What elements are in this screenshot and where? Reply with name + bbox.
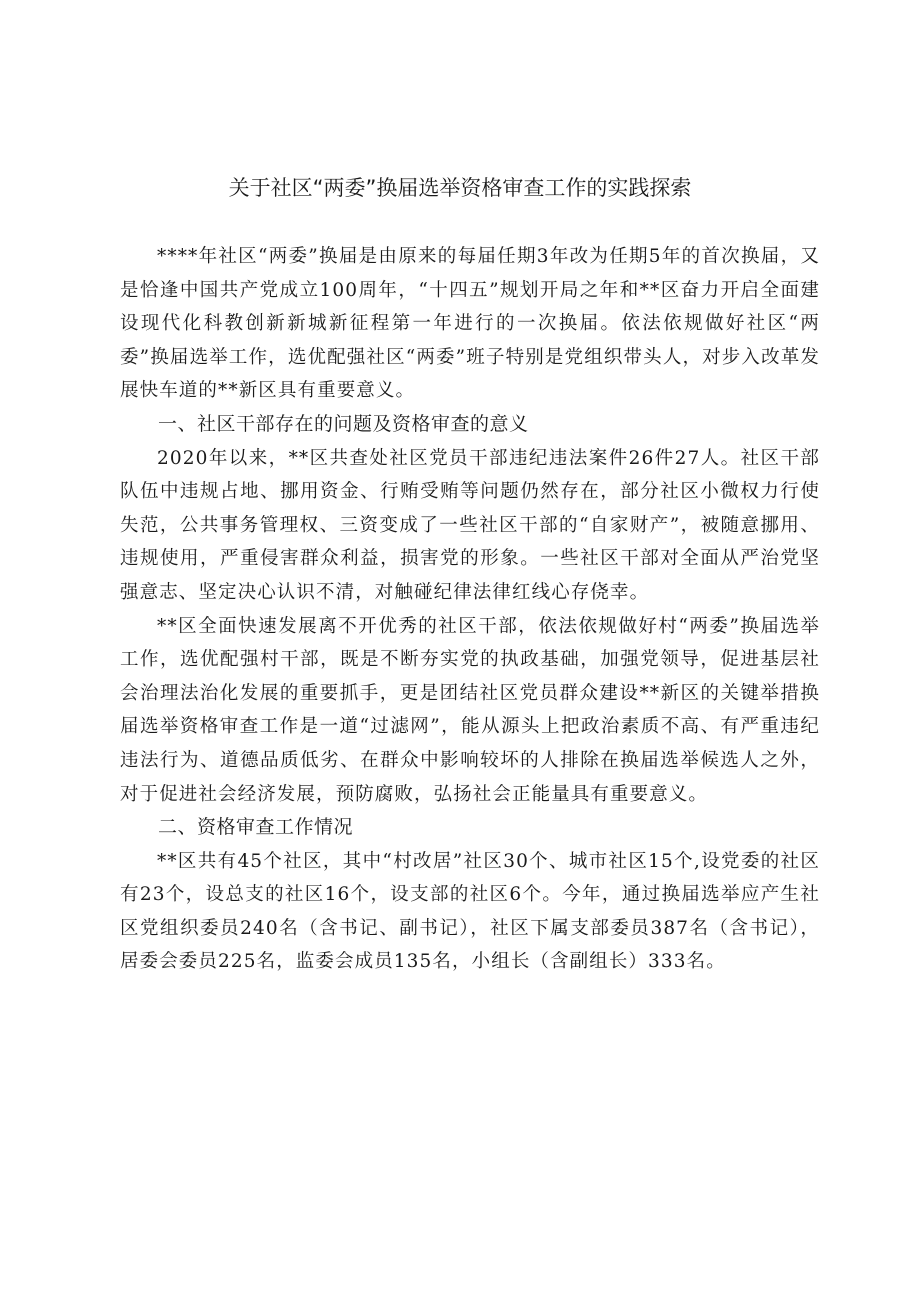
section-heading-problems-and-significance: 一、社区干部存在的问题及资格审查的意义 <box>158 412 529 435</box>
section1-paragraph-significance: **区全面快速发展离不开优秀的社区干部，依法依规做好村“两委”换届选举工作，选优配强村干部，既是不断夯实党的执政基础，加强党领导，促进基层社会治理法治化发展的重要抓手，更是团结社区党员群众建设**新区的关键举措换届选举资格审查工作是一道“过滤网”，能从源头上把政治素质不高、有严重违纪违法行为、道德品质低劣、在群众中影响较坏的人排除在换届选举候选人之外，对于促进社会经济发展，预防腐败，弘扬社会正能量具有重要意义。 <box>120 615 820 805</box>
section1-paragraph-cases: 2020年以来，**区共查处社区党员干部违纪违法案件26件27人。社区干部队伍中违规占地、挪用资金、行贿受贿等问题仍然存在，部分社区小微权力行使失范，公共事务管理权、三资变成了一些社区干部的“自家财产”，被随意挪用、违规使用，严重侵害群众利益，损害党的形象。一些社区干部对全面从严治党坚强意志、坚定决心认识不清，对触碰纪律法律红线心存侥幸。 <box>120 447 820 603</box>
intro-paragraph: ****年社区“两委”换届是由原来的每届任期3年改为任期5年的首次换届，又是恰逢中国共产党成立100周年，“十四五”规划开局之年和**区奋力开启全面建设现代化科教创新新城新征程第一年进行的一次换届。依法依规做好社区“两委”换届选举工作，选优配强社区“两委”班子特别是党组织带头人，对步入改革发展快车道的**新区具有重要意义。 <box>120 246 820 402</box>
document-body <box>120 240 820 979</box>
section-heading-review-status: 二、资格审查工作情况 <box>158 816 354 839</box>
document-title: 关于社区“两委”换届选举资格审查工作的实践探索 <box>228 176 692 200</box>
section2-paragraph-statistics: **区共有45个社区，其中“村改居”社区30个、城市社区15个,设党委的社区有23个，设总支的社区16个，设支部的社区6个。今年，通过换届选举应产生社区党组织委员240名（含书记、副书记），社区下属支部委员387名（含书记），居委会委员225名，监委会成员135名，小组长（含副组长）333名。 <box>120 850 820 973</box>
